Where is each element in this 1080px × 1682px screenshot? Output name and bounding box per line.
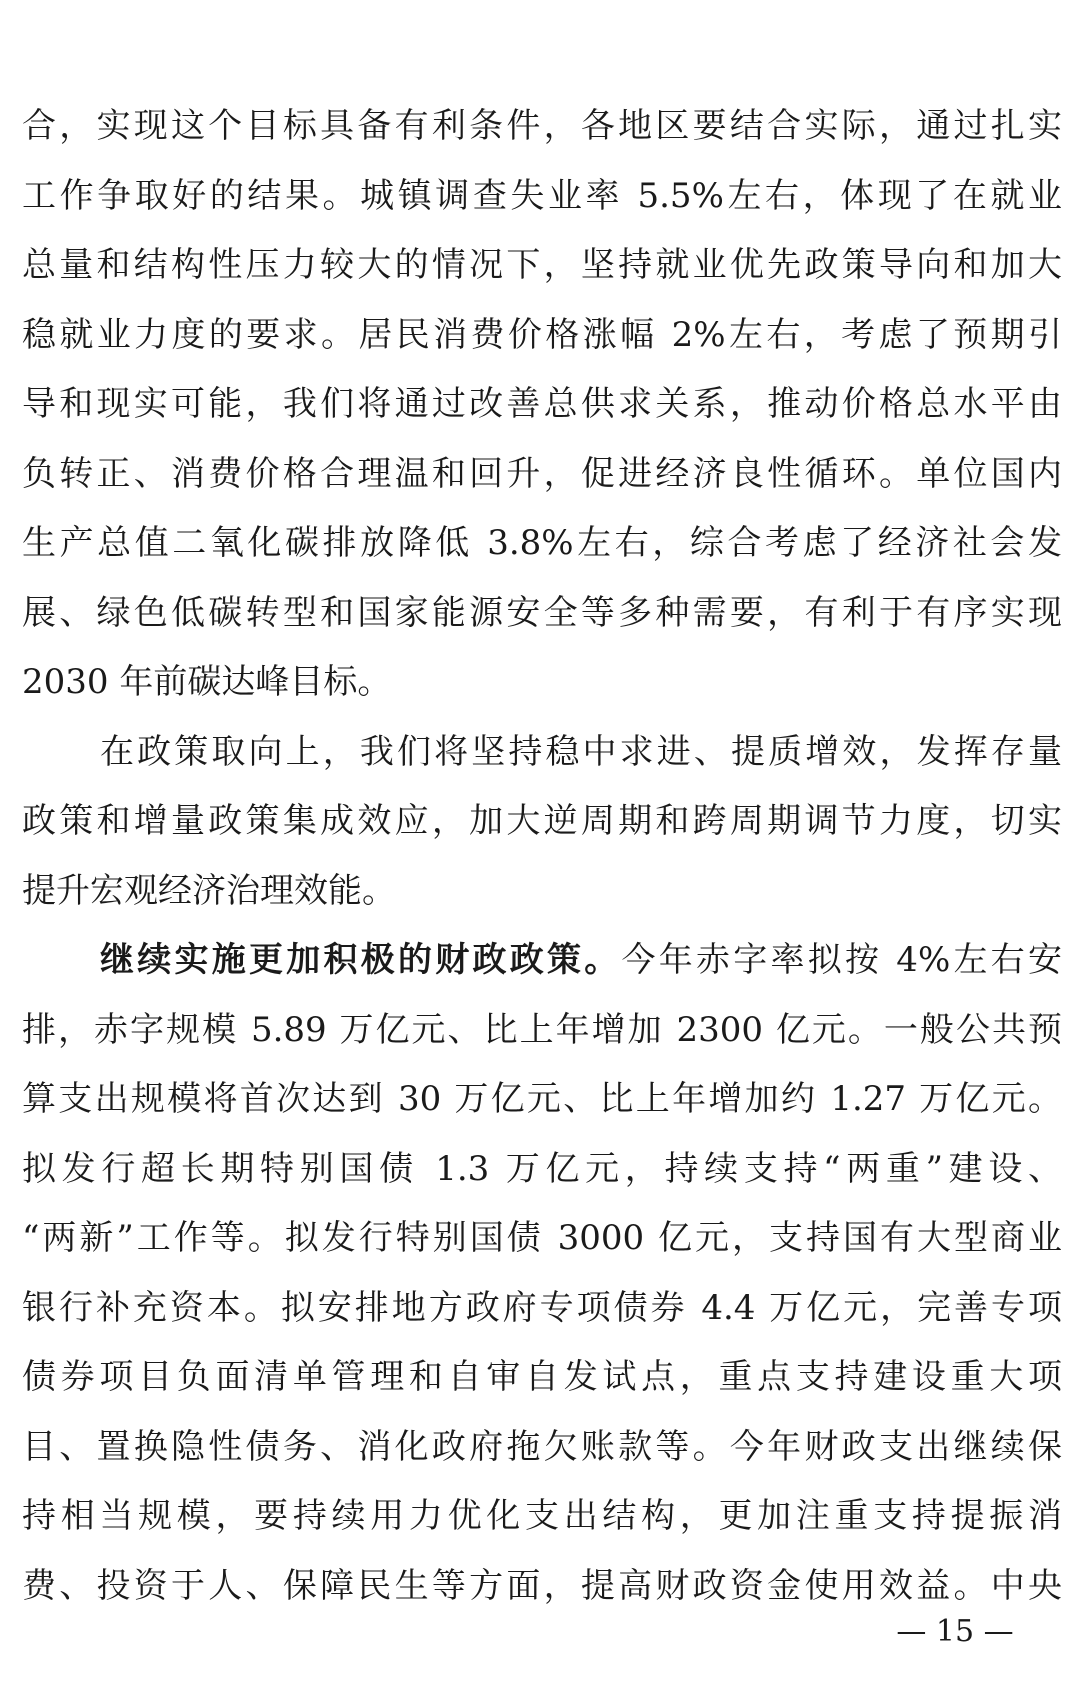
text-line: 拟发行超长期特别国债 1.3 万亿元，持续支持“两重”建设、 bbox=[22, 1148, 1062, 1189]
text-line: 费、投资于人、保障民生等方面，提高财政资金使用效益。中央 bbox=[22, 1565, 1062, 1606]
text-line: “两新”工作等。拟发行特别国债 3000 亿元，支持国有大型商业 bbox=[22, 1218, 1062, 1258]
text-line: 排，赤字规模 5.89 万亿元、比上年增加 2300 亿元。一般公共预 bbox=[22, 1009, 1062, 1050]
page-number: — 15 — bbox=[896, 1614, 1014, 1649]
text-line: 债券项目负面清单管理和自审自发试点，重点支持建设重大项 bbox=[22, 1357, 1062, 1397]
text-line: 银行补充资本。拟安排地方政府专项债券 4.4 万亿元，完善专项 bbox=[22, 1287, 1062, 1328]
text-run: 今年赤字率拟按 4%左右安 bbox=[621, 940, 1062, 980]
text-line: 2030 年前碳达峰目标。 bbox=[22, 662, 392, 702]
paragraph-policy-orientation bbox=[22, 718, 1062, 927]
text-line: 算支出规模将首次达到 30 万亿元、比上年增加约 1.27 万亿元。 bbox=[22, 1079, 1062, 1119]
body-text bbox=[22, 92, 1062, 1621]
paragraph-fiscal-policy bbox=[22, 926, 1062, 1621]
text-line: 目、置换隐性债务、消化政府拖欠账款等。今年财政支出继续保 bbox=[22, 1426, 1062, 1467]
text-line: 合，实现这个目标具备有利条件，各地区要结合实际，通过扎实 bbox=[22, 106, 1062, 146]
text-line: 持相当规模，要持续用力优化支出结构，更加注重支持提振消 bbox=[22, 1496, 1062, 1536]
text-line: 展、绿色低碳转型和国家能源安全等多种需要，有利于有序实现 bbox=[22, 592, 1062, 633]
bold-heading-phrase: 继续实施更加积极的财政政策。 bbox=[100, 940, 622, 980]
text-line: 导和现实可能，我们将通过改善总供求关系，推动价格总水平由 bbox=[22, 384, 1062, 424]
text-line: 稳就业力度的要求。居民消费价格涨幅 2%左右，考虑了预期引 bbox=[22, 314, 1062, 355]
text-line: 总量和结构性压力较大的情况下，坚持就业优先政策导向和加大 bbox=[22, 245, 1062, 285]
text-line: 提升宏观经济治理效能。 bbox=[22, 870, 396, 911]
text-line: 负转正、消费价格合理温和回升，促进经济良性循环。单位国内 bbox=[22, 453, 1062, 494]
text-line: 政策和增量政策集成效应，加大逆周期和跨周期调节力度，切实 bbox=[22, 801, 1062, 841]
text-line: 生产总值二氧化碳排放降低 3.8%左右，综合考虑了经济社会发 bbox=[22, 523, 1062, 563]
text-line: 在政策取向上，我们将坚持稳中求进、提质增效，发挥存量 bbox=[100, 731, 1062, 772]
paragraph-targets bbox=[22, 92, 1062, 718]
text-line: 工作争取好的结果。城镇调查失业率 5.5%左右，体现了在就业 bbox=[22, 175, 1062, 216]
text-line bbox=[22, 926, 1062, 996]
